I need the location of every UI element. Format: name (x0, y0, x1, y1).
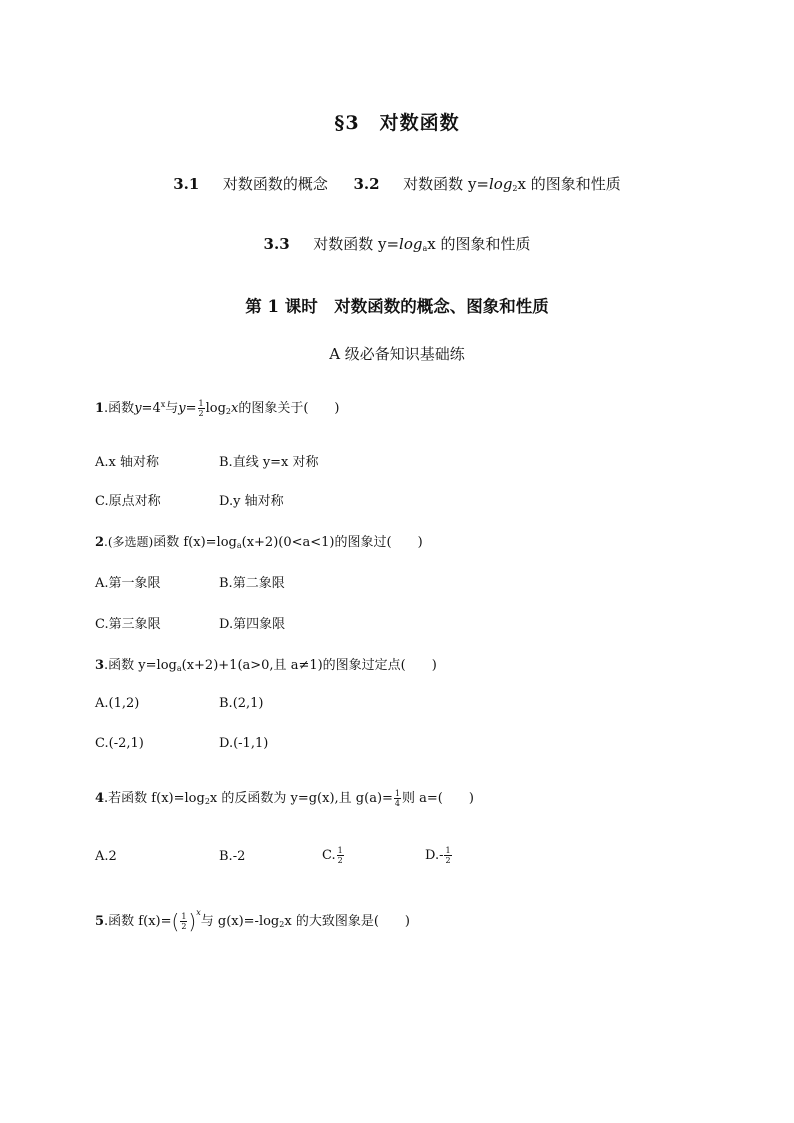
subtitle-log-2: log (399, 235, 423, 253)
q4-fraction: $\frac{1}{4}$ (394, 789, 401, 808)
q5-base: 2 (279, 920, 285, 929)
q3-option-b[interactable]: B.(2,1) (219, 696, 264, 711)
q1-option-b[interactable]: B.直线 y=x 对称 (219, 455, 319, 470)
subtitle-text-1: 对数函数的概念 (222, 175, 328, 193)
question-1 (95, 397, 340, 418)
subtitle-line-1 (0, 173, 794, 194)
q4-expr-b: x 的反函数为 y=g(x),且 g(a)= (209, 791, 393, 806)
q2-number: 2 (95, 535, 105, 550)
question-4 (95, 787, 474, 808)
q1-x: x (231, 401, 239, 416)
q1-eq1: =4 (141, 401, 161, 416)
q3-option-c[interactable]: C.(-2,1) (95, 736, 144, 751)
q3-base: a (176, 664, 182, 673)
q1-eq2: = (185, 401, 197, 416)
q5-right-paren: ) (188, 909, 197, 934)
q2-expr-a: 函数 f(x)=log (153, 535, 237, 550)
q1-log: log (205, 401, 226, 416)
q4-option-a[interactable]: A.2 (95, 849, 117, 864)
q4-option-b[interactable]: B.-2 (219, 849, 246, 864)
q1-number: 1 (95, 401, 105, 416)
q4-expr-c: 则 a=( ) (402, 791, 474, 806)
q4-base: 2 (204, 797, 210, 806)
subtitle-text-3a: 对数函数 y= (313, 235, 400, 253)
q4-option-d[interactable]: D.- $\frac{1}{2}$ (425, 846, 451, 865)
q3-expr-a: .函数 y=log (104, 658, 177, 673)
q5-expr-a: .函数 f(x)= (104, 914, 172, 929)
q5-expr-b: 与 g(x)=-log (200, 914, 280, 929)
q2-option-b[interactable]: B.第二象限 (219, 576, 285, 591)
q2-option-d[interactable]: D.第四象限 (219, 617, 286, 632)
q3-expr-b: (x+2)+1(a>0,且 a≠1)的图象过定点( ) (181, 658, 437, 673)
q3-number: 3 (95, 658, 105, 673)
q2-option-c[interactable]: C.第三象限 (95, 617, 161, 632)
subtitle-text-3b: x 的图象和性质 (427, 235, 531, 253)
subtitle-text-2a: 对数函数 y= (403, 175, 489, 193)
q1-post: 的图象关于( ) (238, 401, 340, 416)
q1-pre: .函数 (104, 401, 135, 416)
q5-left-paren: ( (171, 909, 180, 934)
q4-number: 4 (95, 791, 105, 806)
q1-mid: 与 (165, 401, 179, 416)
subtitle-base: 2 (512, 184, 518, 193)
q1-base: 2 (225, 407, 232, 416)
q1-y2: y (178, 401, 186, 416)
q1-option-d[interactable]: D.y 轴对称 (219, 494, 284, 509)
q1-fraction: $\frac{1}{2}$ (198, 399, 204, 418)
q4-option-c[interactable]: C. $\frac{1}{2}$ (322, 846, 343, 865)
q5-expr-c: x 的大致图象是( ) (284, 914, 410, 929)
subtitle-text-2b: x 的图象和性质 (517, 175, 621, 193)
q4-option-c-fraction: $\frac{1}{2}$ (337, 846, 343, 865)
question-2 (95, 531, 423, 550)
q4-option-d-fraction: $\frac{1}{2}$ (445, 846, 451, 865)
lesson-title: 第 1 课时 对数函数的概念、图象和性质 (245, 297, 549, 316)
subtitle-num-3: 3.3 (263, 235, 290, 253)
q3-option-d[interactable]: D.(-1,1) (219, 736, 269, 751)
q1-y1: y (134, 401, 142, 416)
q2-option-a[interactable]: A.第一象限 (95, 576, 161, 591)
subtitle-log: log (488, 175, 513, 193)
section-title: §3 对数函数 (334, 112, 460, 134)
subtitle-num-1: 3.1 (173, 175, 200, 193)
q1-option-c[interactable]: C.原点对称 (95, 494, 161, 509)
level-heading: A 级必备知识基础练 (329, 345, 465, 363)
subtitle-num-2: 3.2 (353, 175, 380, 193)
q4-expr-a: .若函数 f(x)=log (104, 791, 205, 806)
q1-option-a[interactable]: A.x 轴对称 (95, 455, 159, 470)
q5-fraction: $\frac{1}{2}$ (181, 912, 187, 931)
q2-tag: .(多选题) (104, 535, 154, 549)
q3-option-a[interactable]: A.(1,2) (95, 696, 140, 711)
q5-exp: x (196, 908, 201, 917)
q2-expr-b: (x+2)(0<a<1)的图象过( ) (241, 535, 423, 550)
question-5 (95, 908, 410, 934)
subtitle-line-2 (0, 233, 794, 254)
subtitle-base-2: a (422, 244, 428, 253)
q1-exp: x (160, 400, 166, 409)
question-3 (95, 654, 437, 673)
q5-number: 5 (95, 914, 105, 929)
q2-base: a (236, 541, 242, 550)
